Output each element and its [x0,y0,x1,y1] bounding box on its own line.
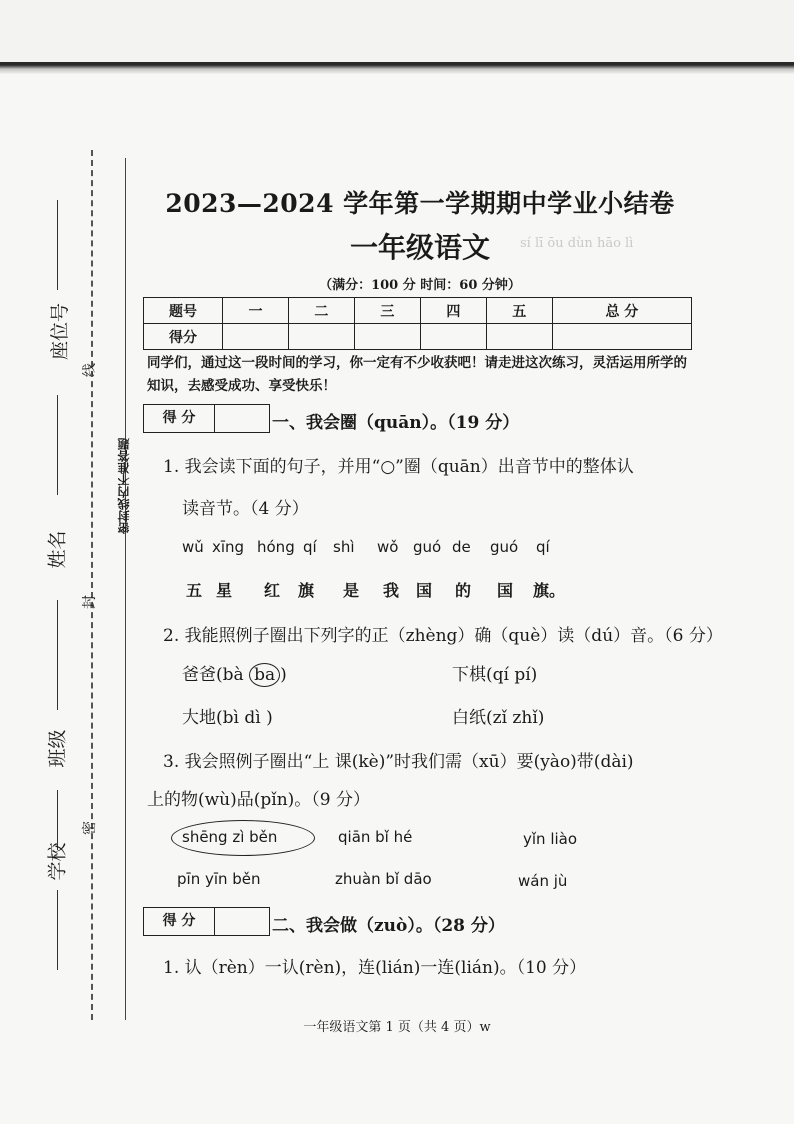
section1-score-field[interactable] [215,405,269,432]
section2-score-field[interactable] [215,908,269,935]
section1-title: 一、我会圈（quān）。（19 分） [272,413,520,433]
q1-pinyin-1[interactable]: wǔ [182,538,204,556]
q2-item1[interactable] [182,660,287,685]
q1-hanzi-10: 旗。 [533,581,566,600]
q2-item4[interactable]: 白纸(zǐ zhǐ) [452,708,545,728]
q1-pinyin-3[interactable]: hóng [257,538,295,556]
score-col-3: 三 [354,298,420,324]
q1-pinyin-4[interactable]: qí [303,538,317,556]
q3-item-2[interactable]: qiān bǐ hé [338,828,413,846]
score-cell-3[interactable] [354,324,420,350]
q3-item-1[interactable]: shēng zì běn [182,828,278,846]
score-col-total: 总 分 [552,298,691,324]
q1-pinyin-8[interactable]: de [452,538,471,556]
q3-item-4[interactable]: pīn yīn běn [177,870,261,888]
q1-hanzi-2: 星 [216,581,233,600]
score-row-label: 得分 [144,324,223,350]
q3-text-line1: 3. 我会照例子圈出“上 课(kè)”时我们需（xū）要(yào)带(dài) [163,752,634,772]
q1-pinyin-10[interactable]: qí [536,538,550,556]
q1-hanzi-5: 是 [343,581,360,600]
intro-text: 同学们，通过这一段时间的学习，你一定有不少收获吧！请走进这次练习，灵活运用所学的知识，去感受成功、享受快乐！ [147,355,687,394]
score-table-header-row [144,298,692,324]
exam-meta: （满分：100 分 时间：60 分钟） [319,278,521,293]
name-label: 姓名 [47,530,69,569]
seat-label: 座位号 [50,302,72,361]
bleed-through: sí lī ōu dùn hāo lì [520,236,634,251]
q3-text-line2: 上的物(wù)品(pǐn)。（9 分） [147,790,371,810]
q1-pinyin-6[interactable]: wǒ [377,538,399,556]
section2-q1-text: 1. 认（rèn）一认(rèn)，连(lián)一连(lián)。（10 分） [163,958,587,978]
q2-item1-word: 爸爸(bà [182,665,244,685]
section1-score-label: 得 分 [144,405,215,432]
score-col-4: 四 [420,298,486,324]
section2-title: 二、我会做（zuò）。（28 分） [272,916,505,936]
q2-item1-circled: ba [249,663,280,687]
q3-item-5[interactable]: zhuàn bǐ dāo [335,870,432,888]
binding-close-char: 密 [82,821,98,835]
q1-text-line1: 1. 我会读下面的句子，并用“○”圈（quān）出音节中的整体认 [163,457,634,477]
q1-hanzi-7: 国 [416,581,433,600]
q1-hanzi-1: 五 [186,581,203,600]
exam-title: 2023—2024 学年第一学期期中学业小结卷 [165,189,675,218]
score-cell-4[interactable] [420,324,486,350]
section2-score-label: 得 分 [144,908,215,935]
seat-line [57,200,58,290]
school-line-top [57,790,58,850]
q2-item3[interactable]: 大地(bì dì ) [182,708,273,728]
score-table-score-row [144,324,692,350]
score-col-2: 二 [288,298,354,324]
score-cell-1[interactable] [223,324,289,350]
scan-shadow [0,62,794,74]
q1-hanzi-3: 红 [264,581,281,600]
school-label: 学校 [47,842,69,881]
score-table [143,297,692,350]
q1-pinyin-5[interactable]: shì [333,538,355,556]
binding-seal-char: 封 [82,595,98,609]
binding-dashed-line [91,150,93,1020]
score-cell-5[interactable] [486,324,552,350]
binding-line-char: 线 [82,363,98,377]
q1-hanzi-8: 的 [455,581,472,600]
name-line [57,395,58,495]
section2-score-box [143,907,270,936]
binding-notice [103,438,121,534]
score-cell-total[interactable] [552,324,691,350]
score-col-1: 一 [223,298,289,324]
class-line [57,600,58,710]
q2-item2[interactable]: 下棋(qí pí) [452,665,538,685]
score-col-label: 题号 [144,298,223,324]
q1-pinyin-2[interactable]: xīng [212,538,245,556]
q1-pinyin-9[interactable]: guó [490,538,519,556]
q1-pinyin-7[interactable]: guó [413,538,442,556]
page-footer: 一年级语文第 1 页（共 4 页）w [303,1020,491,1035]
q3-item-3[interactable]: yǐn liào [523,830,578,848]
q1-hanzi-9: 国 [497,581,514,600]
section1-score-box [143,404,270,433]
class-label: 班级 [47,729,69,768]
score-col-5: 五 [486,298,552,324]
q1-hanzi-4: 旗 [298,581,315,600]
q2-text: 2. 我能照例子圈出下列字的正（zhèng）确（què）读（dú）音。（6 分） [163,626,723,646]
score-cell-2[interactable] [288,324,354,350]
binding-solid-line [125,158,126,1020]
q1-text-line2: 读音节。（4 分） [182,499,309,519]
q2-item1-end: ) [280,665,287,685]
q1-hanzi-6: 我 [383,581,400,600]
school-line-bottom [57,890,58,970]
q3-item-6[interactable]: wán jù [518,872,568,890]
exam-subtitle: 一年级语文 [349,232,490,263]
